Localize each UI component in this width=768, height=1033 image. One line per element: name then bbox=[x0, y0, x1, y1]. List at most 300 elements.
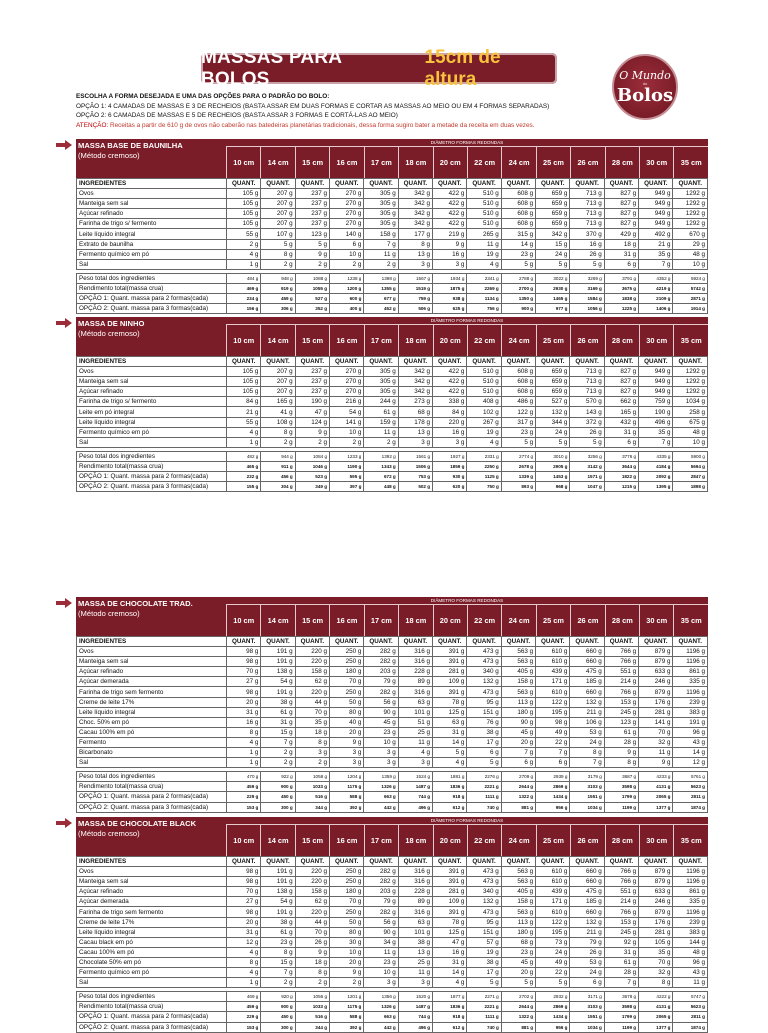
ingredient-amount: 827 g bbox=[604, 377, 638, 387]
ingredient-amount: 315 g bbox=[501, 229, 535, 239]
ingredient-amount: 138 g bbox=[261, 887, 295, 897]
ingredient-amount: 158 g bbox=[501, 897, 535, 907]
ingredient-amount: 191 g bbox=[261, 647, 295, 657]
total-amount: 229 g bbox=[227, 1012, 261, 1022]
ingredient-amount: 1196 g bbox=[673, 647, 708, 657]
ingredient-amount: 98 g bbox=[227, 657, 261, 667]
ingredient-amount: 305 g bbox=[364, 387, 398, 397]
ingredient-amount: 305 g bbox=[364, 209, 398, 219]
ingredient-amount: 713 g bbox=[570, 387, 604, 397]
ingredient-amount: 2 g bbox=[261, 758, 295, 768]
total-amount: 920 g bbox=[261, 992, 295, 1002]
section-arrow-icon bbox=[56, 318, 72, 328]
total-amount: 1524 g bbox=[398, 772, 432, 782]
ingredient-amount: 610 g bbox=[536, 907, 570, 917]
ingredient-amount: 270 g bbox=[330, 189, 364, 199]
ingredient-amount: 70 g bbox=[330, 677, 364, 687]
ingredient-amount: 54 g bbox=[261, 677, 295, 687]
ingredient-amount: 879 g bbox=[639, 687, 673, 697]
table-header-row bbox=[77, 857, 708, 867]
ingredient-amount: 5 g bbox=[570, 437, 604, 447]
ingredient-amount: 486 g bbox=[501, 397, 535, 407]
total-amount: 968 g bbox=[536, 482, 570, 492]
total-amount: 3598 g bbox=[604, 782, 638, 792]
quant-header: QUANT. bbox=[604, 637, 638, 647]
ingredient-amount: 107 g bbox=[261, 229, 295, 239]
ingredient-amount: 26 g bbox=[570, 947, 604, 957]
size-header: 10 cm bbox=[226, 605, 260, 636]
ingredient-amount: 432 g bbox=[604, 417, 638, 427]
ingredient-amount: 7 g bbox=[536, 748, 570, 758]
ingredient-amount: 282 g bbox=[364, 657, 398, 667]
ingredient-amount: 342 g bbox=[398, 189, 432, 199]
ingredient-amount: 151 g bbox=[467, 927, 501, 937]
ingredient-amount: 28 g bbox=[604, 968, 638, 978]
size-header: 25 cm bbox=[536, 825, 570, 856]
total-amount: 506 g bbox=[398, 304, 432, 314]
total-label: OPÇÃO 2: Quant. massa para 3 formas(cada) bbox=[77, 304, 227, 314]
ingredients-header: INGREDIENTES bbox=[77, 357, 227, 367]
quant-header: QUANT. bbox=[330, 179, 364, 189]
total-amount: 1111 g bbox=[467, 792, 501, 802]
total-amount: 1506 g bbox=[398, 461, 432, 471]
section-method: (Método cremoso) bbox=[78, 609, 140, 618]
ingredient-amount: 8 g bbox=[227, 957, 261, 967]
ingredient-amount: 105 g bbox=[227, 209, 261, 219]
total-amount: 1190 g bbox=[330, 461, 364, 471]
total-amount: 300 g bbox=[261, 802, 295, 812]
ingredient-amount: 670 g bbox=[673, 229, 708, 239]
ingredient-amount: 98 g bbox=[227, 867, 261, 877]
ingredient-amount: 49 g bbox=[536, 957, 570, 967]
ingredient-name: Açúcar refinado bbox=[77, 387, 227, 397]
ingredient-amount: 282 g bbox=[364, 687, 398, 697]
ingredient-amount: 5 g bbox=[501, 437, 535, 447]
ingredient-amount: 38 g bbox=[398, 937, 432, 947]
ingredient-amount: 50 g bbox=[330, 917, 364, 927]
size-header: 14 cm bbox=[260, 605, 294, 636]
ingredient-amount: 38 g bbox=[467, 727, 501, 737]
ingredient-name: Extrato de baunilha bbox=[77, 239, 227, 249]
total-amount: 3791 g bbox=[604, 273, 638, 283]
quant-header: QUANT. bbox=[261, 179, 295, 189]
ingredient-amount: 228 g bbox=[398, 887, 432, 897]
quant-header: QUANT. bbox=[433, 179, 467, 189]
total-amount: 456 g bbox=[261, 472, 295, 482]
ingredient-amount: 338 g bbox=[433, 397, 467, 407]
ingredient-name: Farinha de trigo s/ fermento bbox=[77, 219, 227, 229]
quant-header: QUANT. bbox=[639, 357, 673, 367]
ingredient-amount: 879 g bbox=[639, 907, 673, 917]
ingredients-table bbox=[76, 356, 708, 492]
ingredient-amount: 50 g bbox=[330, 697, 364, 707]
ingredient-name: Fermento químico em pó bbox=[77, 427, 227, 437]
ingredient-amount: 237 g bbox=[295, 199, 329, 209]
ingredient-amount: 90 g bbox=[364, 927, 398, 937]
total-amount: 3269 g bbox=[570, 273, 604, 283]
total-amount: 1233 g bbox=[330, 451, 364, 461]
ingredient-amount: 61 g bbox=[604, 957, 638, 967]
ingredient-amount: 220 g bbox=[295, 657, 329, 667]
quant-header: QUANT. bbox=[501, 357, 535, 367]
size-header: 15 cm bbox=[295, 147, 329, 178]
diameter-label: DIÂMETRO FORMAS REDONDAS bbox=[226, 317, 708, 325]
ingredient-amount: 861 g bbox=[673, 667, 708, 677]
ingredient-amount: 180 g bbox=[501, 927, 535, 937]
size-header: 20 cm bbox=[433, 605, 467, 636]
total-amount: 4222 g bbox=[639, 992, 673, 1002]
ingredient-amount: 766 g bbox=[604, 657, 638, 667]
ingredient-amount: 15 g bbox=[536, 239, 570, 249]
ingredient-amount: 422 g bbox=[433, 219, 467, 229]
ingredient-amount: 43 g bbox=[673, 737, 708, 747]
ingredient-amount: 12 g bbox=[673, 758, 708, 768]
ingredient-amount: 105 g bbox=[227, 377, 261, 387]
instructions-intro: ESCOLHA A FORMA DESEJADA E UMA DAS OPÇÕES PARA O PADRÃO DO BOLO: bbox=[76, 93, 330, 100]
ingredient-amount: 31 g bbox=[604, 249, 638, 259]
size-header: 28 cm bbox=[605, 825, 639, 856]
total-amount: 527 g bbox=[295, 294, 329, 304]
ingredient-amount: 3 g bbox=[364, 758, 398, 768]
total-amount: 496 g bbox=[398, 802, 432, 812]
ingredient-amount: 270 g bbox=[330, 199, 364, 209]
section-arrow-icon bbox=[56, 818, 72, 828]
size-header: 24 cm bbox=[501, 605, 535, 636]
ingredient-amount: 123 g bbox=[295, 229, 329, 239]
ingredient-amount: 473 g bbox=[467, 877, 501, 887]
quant-header: QUANT. bbox=[536, 179, 570, 189]
ingredient-amount: 608 g bbox=[501, 219, 535, 229]
ingredient-amount: 305 g bbox=[364, 367, 398, 377]
total-amount: 1175 g bbox=[330, 1002, 364, 1012]
total-label: OPÇÃO 1: Quant. massa para 2 formas(cada) bbox=[77, 792, 227, 802]
total-amount: 450 g bbox=[261, 792, 295, 802]
ingredient-amount: 35 g bbox=[295, 717, 329, 727]
table-header-row bbox=[77, 357, 708, 367]
ingredient-amount: 216 g bbox=[330, 397, 364, 407]
ingredient-amount: 510 g bbox=[467, 367, 501, 377]
ingredient-amount: 78 g bbox=[433, 697, 467, 707]
total-amount: 5900 g bbox=[673, 451, 708, 461]
ingredient-amount: 54 g bbox=[261, 897, 295, 907]
ingredient-amount: 6 g bbox=[536, 758, 570, 768]
ingredient-amount: 178 g bbox=[398, 417, 432, 427]
total-amount: 502 g bbox=[398, 482, 432, 492]
ingredient-amount: 11 g bbox=[673, 978, 708, 988]
ingredient-amount: 713 g bbox=[570, 199, 604, 209]
ingredient-name: Manteiga sem sal bbox=[77, 199, 227, 209]
total-amount: 948 g bbox=[261, 273, 295, 283]
total-amount: 1377 g bbox=[639, 802, 673, 812]
quant-header: QUANT. bbox=[639, 637, 673, 647]
total-amount: 459 g bbox=[227, 782, 261, 792]
section-header bbox=[76, 317, 708, 356]
ingredient-amount: 439 g bbox=[536, 667, 570, 677]
ingredient-amount: 250 g bbox=[330, 867, 364, 877]
ingredient-amount: 132 g bbox=[467, 677, 501, 687]
total-amount: 1392 g bbox=[364, 451, 398, 461]
ingredient-row bbox=[77, 727, 708, 737]
ingredient-row bbox=[77, 239, 708, 249]
total-amount: 625 g bbox=[433, 304, 467, 314]
ingredient-amount: 2 g bbox=[261, 748, 295, 758]
ingredient-amount: 563 g bbox=[501, 647, 535, 657]
ingredient-amount: 7 g bbox=[604, 978, 638, 988]
total-amount: 3142 g bbox=[570, 461, 604, 471]
total-amount: 459 g bbox=[227, 1002, 261, 1012]
total-amount: 442 g bbox=[364, 1022, 398, 1032]
ingredient-amount: 766 g bbox=[604, 907, 638, 917]
page-title-banner bbox=[201, 46, 557, 90]
ingredient-name: Manteiga sem sal bbox=[77, 377, 227, 387]
ingredient-amount: 422 g bbox=[433, 367, 467, 377]
ingredient-amount: 11 g bbox=[639, 748, 673, 758]
section-header bbox=[76, 817, 708, 856]
ingredient-amount: 191 g bbox=[261, 907, 295, 917]
ingredient-amount: 608 g bbox=[501, 367, 535, 377]
ingredient-amount: 122 g bbox=[536, 917, 570, 927]
ingredient-amount: 258 g bbox=[673, 407, 708, 417]
total-amount: 1056 g bbox=[570, 304, 604, 314]
quant-header: QUANT. bbox=[536, 357, 570, 367]
ingredients-header: INGREDIENTES bbox=[77, 857, 227, 867]
ingredient-amount: 949 g bbox=[639, 209, 673, 219]
ingredient-amount: 250 g bbox=[330, 647, 364, 657]
ingredient-amount: 473 g bbox=[467, 657, 501, 667]
ingredient-amount: 35 g bbox=[639, 947, 673, 957]
total-amount: 3256 g bbox=[570, 451, 604, 461]
section-name: MASSA DE CHOCOLATE BLACK bbox=[78, 819, 197, 828]
ingredient-row bbox=[77, 397, 708, 407]
ingredient-amount: 105 g bbox=[227, 367, 261, 377]
ingredient-amount: 563 g bbox=[501, 867, 535, 877]
total-amount: 2932 g bbox=[536, 992, 570, 1002]
ingredient-amount: 8 g bbox=[261, 947, 295, 957]
quant-header: QUANT. bbox=[364, 857, 398, 867]
ingredient-row bbox=[77, 937, 708, 947]
total-amount: 1055 g bbox=[295, 283, 329, 293]
ingredient-amount: 44 g bbox=[295, 697, 329, 707]
ingredient-amount: 70 g bbox=[295, 927, 329, 937]
ingredient-amount: 80 g bbox=[330, 927, 364, 937]
ingredient-amount: 1 g bbox=[227, 978, 261, 988]
total-amount: 2905 g bbox=[536, 461, 570, 471]
total-amount: 1398 g bbox=[364, 273, 398, 283]
size-header: 10 cm bbox=[226, 147, 260, 178]
ingredient-amount: 185 g bbox=[570, 897, 604, 907]
section-name: MASSA DE CHOCOLATE TRAD. bbox=[78, 599, 193, 608]
total-amount: 2341 g bbox=[467, 273, 501, 283]
ingredient-amount: 8 g bbox=[398, 239, 432, 249]
size-header: 14 cm bbox=[260, 825, 294, 856]
total-amount: 4233 g bbox=[639, 772, 673, 782]
ingredient-amount: 56 g bbox=[364, 917, 398, 927]
ingredient-amount: 176 g bbox=[639, 917, 673, 927]
ingredient-amount: 2 g bbox=[330, 978, 364, 988]
size-header: 28 cm bbox=[605, 147, 639, 178]
total-amount: 2331 g bbox=[467, 451, 501, 461]
total-amount: 977 g bbox=[536, 304, 570, 314]
ingredient-amount: 73 g bbox=[536, 937, 570, 947]
total-amount: 4352 g bbox=[639, 273, 673, 283]
ingredient-amount: 17 g bbox=[467, 968, 501, 978]
total-amount: 156 g bbox=[227, 304, 261, 314]
ingredient-row bbox=[77, 667, 708, 677]
ingredient-amount: 11 g bbox=[398, 968, 432, 978]
ingredient-amount: 40 g bbox=[330, 717, 364, 727]
ingredient-row bbox=[77, 947, 708, 957]
total-amount: 1927 g bbox=[433, 451, 467, 461]
ingredient-amount: 23 g bbox=[364, 727, 398, 737]
ingredient-amount: 23 g bbox=[501, 427, 535, 437]
total-amount: 2092 g bbox=[639, 472, 673, 482]
ingredient-amount: 3 g bbox=[330, 748, 364, 758]
total-amount: 448 g bbox=[364, 482, 398, 492]
total-amount: 744 g bbox=[398, 1012, 432, 1022]
size-header: 15 cm bbox=[295, 325, 329, 356]
total-amount: 2869 g bbox=[536, 1002, 570, 1012]
ingredient-amount: 3 g bbox=[398, 259, 432, 269]
ingredient-amount: 16 g bbox=[570, 239, 604, 249]
quant-header: QUANT. bbox=[639, 857, 673, 867]
ingredient-amount: 282 g bbox=[364, 907, 398, 917]
ingredient-amount: 2 g bbox=[295, 437, 329, 447]
ingredient-amount: 237 g bbox=[295, 209, 329, 219]
ingredient-amount: 96 g bbox=[673, 957, 708, 967]
ingredient-amount: 54 g bbox=[330, 407, 364, 417]
ingredient-amount: 63 g bbox=[398, 697, 432, 707]
ingredient-amount: 237 g bbox=[295, 219, 329, 229]
ingredient-amount: 191 g bbox=[261, 657, 295, 667]
ingredient-amount: 191 g bbox=[261, 877, 295, 887]
ingredient-name: Sal bbox=[77, 758, 227, 768]
ingredient-row bbox=[77, 897, 708, 907]
total-label: Peso total dos ingredientes bbox=[77, 451, 227, 461]
size-header: 17 cm bbox=[364, 147, 398, 178]
total-amount: 1877 g bbox=[433, 992, 467, 1002]
ingredient-amount: 610 g bbox=[536, 867, 570, 877]
diameter-label: DIÂMETRO FORMAS REDONDAS bbox=[226, 817, 708, 825]
total-amount: 918 g bbox=[433, 1012, 467, 1022]
total-amount: 1859 g bbox=[433, 461, 467, 471]
ingredient-amount: 827 g bbox=[604, 209, 638, 219]
ingredient-amount: 61 g bbox=[261, 707, 295, 717]
ingredient-amount: 510 g bbox=[467, 219, 501, 229]
size-header: 30 cm bbox=[639, 147, 673, 178]
ingredient-amount: 949 g bbox=[639, 367, 673, 377]
ingredient-amount: 207 g bbox=[261, 219, 295, 229]
ingredient-name: Leite em pó integral bbox=[77, 407, 227, 417]
section-title bbox=[76, 317, 226, 356]
ingredient-amount: 113 g bbox=[501, 917, 535, 927]
ingredient-amount: 31 g bbox=[604, 947, 638, 957]
ingredient-amount: 391 g bbox=[433, 647, 467, 657]
quant-header: QUANT. bbox=[330, 357, 364, 367]
total-amount: 600 g bbox=[330, 294, 364, 304]
total-amount: 2276 g bbox=[467, 772, 501, 782]
ingredient-amount: 662 g bbox=[604, 397, 638, 407]
ingredient-amount: 510 g bbox=[467, 199, 501, 209]
total-amount: 956 g bbox=[536, 802, 570, 812]
quant-header: QUANT. bbox=[501, 179, 535, 189]
ingredient-amount: 132 g bbox=[570, 917, 604, 927]
ingredient-amount: 370 g bbox=[570, 229, 604, 239]
table-header-row bbox=[77, 637, 708, 647]
ingredient-amount: 1292 g bbox=[673, 377, 708, 387]
section-name: MASSA BASE DE BAUNILHA bbox=[78, 141, 183, 150]
ingredient-amount: 608 g bbox=[501, 377, 535, 387]
total-amount: 740 g bbox=[467, 802, 501, 812]
total-amount: 3022 g bbox=[536, 273, 570, 283]
section-method: (Método cremoso) bbox=[78, 151, 140, 160]
ingredient-amount: 25 g bbox=[398, 957, 432, 967]
ingredient-amount: 55 g bbox=[227, 229, 261, 239]
section-arrow-icon bbox=[56, 598, 72, 608]
ingredient-amount: 342 g bbox=[398, 209, 432, 219]
ingredient-amount: 207 g bbox=[261, 189, 295, 199]
total-amount: 663 g bbox=[364, 792, 398, 802]
size-header: 18 cm bbox=[398, 605, 432, 636]
quant-header: QUANT. bbox=[501, 637, 535, 647]
ingredient-amount: 7 g bbox=[261, 737, 295, 747]
ingredient-row bbox=[77, 707, 708, 717]
ingredient-amount: 34 g bbox=[364, 937, 398, 947]
ingredient-amount: 89 g bbox=[398, 897, 432, 907]
total-amount: 3598 g bbox=[604, 1002, 638, 1012]
quant-header: QUANT. bbox=[295, 179, 329, 189]
size-header: 17 cm bbox=[364, 825, 398, 856]
total-amount: 911 g bbox=[261, 461, 295, 471]
ingredient-amount: 861 g bbox=[673, 887, 708, 897]
ingredient-amount: 19 g bbox=[467, 427, 501, 437]
ingredient-name: Cacau black em pó bbox=[77, 937, 227, 947]
ingredient-amount: 92 g bbox=[604, 937, 638, 947]
ingredient-amount: 342 g bbox=[398, 219, 432, 229]
ingredient-name: Leite líquido integral bbox=[77, 229, 227, 239]
quant-header: QUANT. bbox=[673, 857, 708, 867]
total-amount: 1047 g bbox=[570, 482, 604, 492]
ingredient-amount: 220 g bbox=[295, 647, 329, 657]
total-amount: 153 g bbox=[227, 802, 261, 812]
quant-header: QUANT. bbox=[295, 857, 329, 867]
quant-header: QUANT. bbox=[604, 357, 638, 367]
ingredient-row bbox=[77, 748, 708, 758]
size-header: 16 cm bbox=[329, 147, 363, 178]
quant-header: QUANT. bbox=[330, 637, 364, 647]
total-amount: 881 g bbox=[501, 802, 535, 812]
ingredient-amount: 20 g bbox=[501, 737, 535, 747]
quant-header: QUANT. bbox=[570, 637, 604, 647]
total-amount: 5623 g bbox=[673, 782, 708, 792]
total-amount: 4219 g bbox=[639, 283, 673, 293]
ingredient-amount: 2 g bbox=[364, 437, 398, 447]
size-header: 16 cm bbox=[329, 325, 363, 356]
ingredient-amount: 220 g bbox=[295, 867, 329, 877]
ingredient-amount: 563 g bbox=[501, 657, 535, 667]
ingredient-amount: 16 g bbox=[433, 947, 467, 957]
ingredient-amount: 6 g bbox=[501, 758, 535, 768]
ingredients-table bbox=[76, 856, 708, 1033]
total-amount: 1520 g bbox=[398, 992, 432, 1002]
ingredient-amount: 177 g bbox=[398, 229, 432, 239]
total-row bbox=[77, 1002, 708, 1012]
ingredient-amount: 4 g bbox=[227, 947, 261, 957]
size-header: 24 cm bbox=[501, 325, 535, 356]
total-amount: 2109 g bbox=[639, 294, 673, 304]
total-amount: 2065 g bbox=[639, 792, 673, 802]
quant-header: QUANT. bbox=[261, 857, 295, 867]
ingredient-amount: 31 g bbox=[604, 427, 638, 437]
